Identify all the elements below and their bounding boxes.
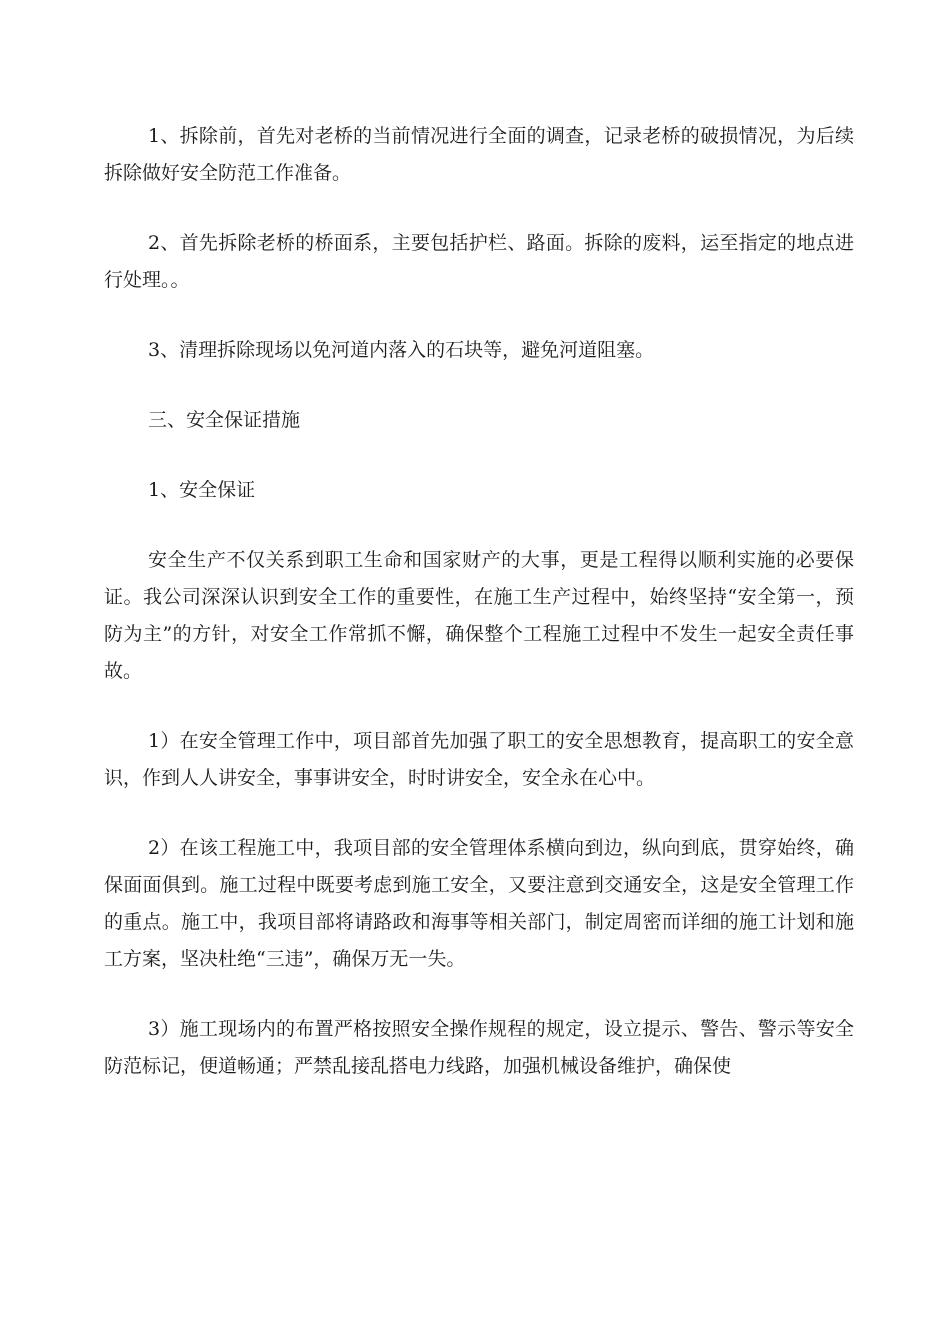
- paragraph-safety-item-3: 3）施工现场内的布置严格按照安全操作规程的规定，设立提示、警告、警示等安全防范标记，便道畅通；严禁乱接乱搭电力线路，加强机械设备维护，确保使: [104, 1018, 854, 1077]
- paragraph-safety-intro: 安全生产不仅关系到职工生命和国家财产的大事，更是工程得以顺利实施的必要保证。我公司深深认识到安全工作的重要性，在施工生产过程中，始终坚持“安全第一，预防为主”的方针，对安全工作常抓不懈，确保整个工程施工过程中不发生一起安全责任事故。: [104, 549, 854, 682]
- subsection-heading-safety-guarantee: 1、安全保证: [148, 479, 256, 501]
- paragraph-safety-item-2: 2）在该工程施工中，我项目部的安全管理体系横向到边，纵向到底，贯穿始终，确保面面俱到。施工过程中既要考虑到施工安全，又要注意到交通安全，这是安全管理工作的重点。施工中，我项目部将请路政和海事等相关部门，制定周密而详细的施工计划和施工方案，坚决杜绝“三违”，确保万无一失。: [104, 837, 854, 970]
- paragraph-safety-item-1: 1）在安全管理工作中，项目部首先加强了职工的安全思想教育，提高职工的安全意识，作到人人讲安全，事事讲安全，时时讲安全，安全永在心中。: [104, 730, 854, 789]
- paragraph-deck-removal: 2、首先拆除老桥的桥面系，主要包括护栏、路面。拆除的废料，运至指定的地点进行处理。。: [104, 232, 854, 291]
- document-body: [104, 118, 854, 1118]
- paragraph-site-clearing: 3、清理拆除现场以免河道内落入的石块等，避免河道阻塞。: [148, 339, 655, 361]
- section-heading-safety-measures: 三、安全保证措施: [148, 409, 301, 431]
- paragraph-demolition-survey: 1、拆除前，首先对老桥的当前情况进行全面的调查，记录老桥的破损情况，为后续拆除做好安全防范工作准备。: [104, 125, 854, 184]
